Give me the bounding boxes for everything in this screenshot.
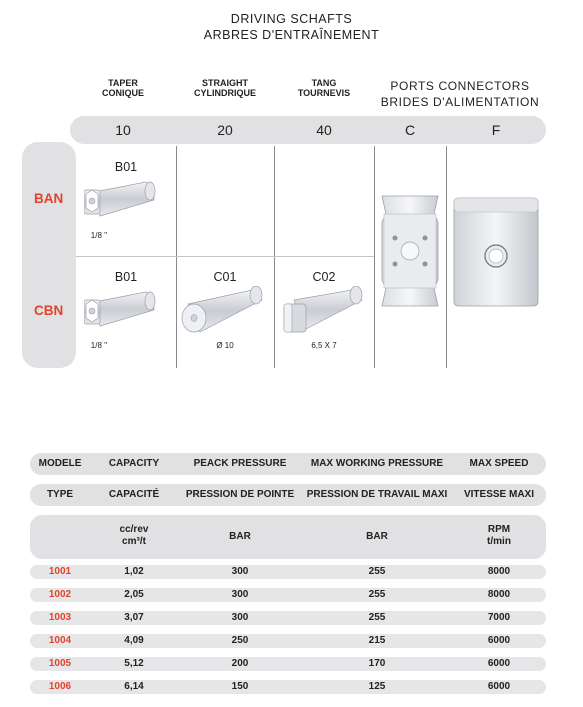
col-header-tang [274, 78, 374, 98]
cell-working: 255 [368, 566, 386, 577]
row-label-panel [22, 142, 76, 368]
col-header-taper-fr: CONIQUE [101, 88, 144, 98]
taper-shaft-icon [84, 178, 168, 226]
part-cbn-b01: B01 [114, 270, 138, 284]
grid-line [446, 146, 447, 368]
unit-speed [452, 524, 546, 548]
cell-model: 1004 [48, 635, 72, 646]
taper-shaft-icon [84, 288, 168, 336]
cell-model: 1006 [48, 681, 72, 692]
size-cbn-b01: 1/8 '' [90, 341, 108, 350]
col-header-straight-fr: CYLINDRIQUE [193, 88, 256, 98]
th-peak-pressure: PEACK PRESSURE [193, 458, 287, 469]
ports-header-en: PORTS CONNECTORS [390, 79, 530, 93]
grid-line [274, 146, 275, 368]
th-max-working-pressure: MAX WORKING PRESSURE [310, 458, 444, 469]
ports-header-fr: BRIDES D'ALIMENTATION [380, 95, 540, 109]
unit-speed-en: RPM [487, 524, 511, 535]
cell-working: 255 [368, 612, 386, 623]
straight-shaft-icon [180, 286, 270, 338]
cell-model: 1002 [48, 589, 72, 600]
code-10: 10 [115, 122, 131, 138]
col-header-taper-en: TAPER [108, 78, 138, 88]
cell-speed: 7000 [487, 612, 511, 623]
grid-line [374, 146, 375, 368]
cell-speed: 6000 [487, 681, 511, 692]
part-ban-b01: B01 [114, 160, 138, 174]
code-f: F [491, 122, 501, 138]
cell-speed: 8000 [487, 589, 511, 600]
cell-peak: 300 [231, 566, 249, 577]
th-pression-travail: PRESSION DE TRAVAIL MAXI [306, 489, 448, 500]
title-line-2: ARBRES D'ENTRAÎNEMENT [203, 28, 380, 42]
cell-working: 215 [368, 635, 386, 646]
tang-shaft-icon [280, 286, 370, 338]
cell-peak: 200 [231, 658, 249, 669]
row-divider [76, 256, 374, 257]
grid-line [176, 146, 177, 368]
unit-peak-pressure: BAR [229, 531, 251, 542]
title-line-1: DRIVING SCHAFTS [230, 12, 353, 26]
cell-peak: 150 [231, 681, 249, 692]
th-capacite: CAPACITÉ [108, 489, 160, 500]
cell-capacity: 3,07 [124, 612, 144, 623]
square-flange-icon [378, 192, 442, 310]
part-cbn-c02: C02 [312, 270, 336, 284]
cell-model: 1005 [48, 658, 72, 669]
cell-speed: 8000 [487, 566, 511, 577]
size-cbn-c01: Ø 10 [216, 341, 234, 350]
cell-working: 255 [368, 589, 386, 600]
unit-capacity-en: cc/rev [119, 524, 149, 535]
cell-capacity: 1,02 [124, 566, 144, 577]
cell-working: 125 [368, 681, 386, 692]
cell-peak: 300 [231, 589, 249, 600]
col-header-tang-fr: TOURNEVIS [297, 88, 351, 98]
round-flange-icon [452, 196, 540, 308]
cell-peak: 250 [231, 635, 249, 646]
th-pression-pointe: PRESSION DE POINTE [185, 489, 295, 500]
cell-model: 1001 [48, 566, 72, 577]
cell-speed: 6000 [487, 658, 511, 669]
col-header-tang-en: TANG [311, 78, 337, 88]
cell-speed: 6000 [487, 635, 511, 646]
cell-capacity: 6,14 [124, 681, 144, 692]
cell-capacity: 2,05 [124, 589, 144, 600]
unit-capacity-fr: cm³/t [122, 536, 146, 547]
th-vitesse-maxi: VITESSE MAXI [463, 489, 534, 500]
col-header-taper [70, 78, 176, 98]
unit-speed-fr: t/min [487, 536, 511, 547]
cell-working: 170 [368, 658, 386, 669]
col-header-straight-en: STRAIGHT [202, 78, 248, 88]
unit-capacity [90, 524, 178, 548]
code-c: C [404, 122, 416, 138]
part-cbn-c01: C01 [213, 270, 237, 284]
cell-model: 1003 [48, 612, 72, 623]
ports-header [374, 78, 546, 110]
th-modele: MODELE [38, 458, 82, 469]
unit-working-pressure: BAR [366, 531, 388, 542]
code-40: 40 [316, 122, 332, 138]
th-max-speed: MAX SPEED [469, 458, 529, 469]
cell-peak: 300 [231, 612, 249, 623]
size-cbn-c02: 6,5 X 7 [311, 341, 337, 350]
row-label-ban: BAN [34, 191, 64, 206]
col-header-straight [176, 78, 274, 98]
th-capacity: CAPACITY [108, 458, 160, 469]
code-20: 20 [217, 122, 233, 138]
cell-capacity: 5,12 [124, 658, 144, 669]
cell-capacity: 4,09 [124, 635, 144, 646]
size-ban-b01: 1/8 '' [90, 231, 108, 240]
row-label-cbn: CBN [34, 303, 64, 318]
th-type: TYPE [46, 489, 74, 500]
